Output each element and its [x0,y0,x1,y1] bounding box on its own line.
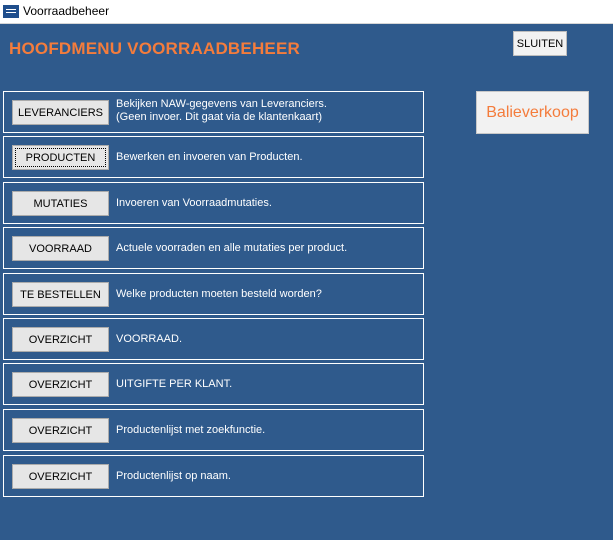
menu-row-overzicht-zoekfunctie [3,409,424,451]
leveranciers-button[interactable]: LEVERANCIERS [12,100,109,125]
menu-row-overzicht-voorraad [3,318,424,360]
overzicht-naam-button[interactable]: OVERZICHT [12,464,109,489]
menu-row-leveranciers [3,91,424,133]
balieverkoop-button[interactable]: Balieverkoop [476,91,589,134]
form-icon [3,5,19,18]
close-button[interactable]: SLUITEN [513,31,567,56]
menu-row-mutaties [3,182,424,224]
te-bestellen-button[interactable]: TE BESTELLEN [12,282,109,307]
producten-button[interactable]: PRODUCTEN [12,145,109,170]
menu-description: Bekijken NAW-gegevens van Leveranciers. (Geen invoer. Dit gaat via de klantenkaart) [116,98,327,123]
menu-description: VOORRAAD. [116,332,183,345]
menu-row-overzicht-naam [3,455,424,497]
menu-description: Productenlijst op naam. [116,469,231,482]
menu-description: Welke producten moeten besteld worden? [116,287,322,300]
menu-row-overzicht-uitgifte [3,363,424,405]
overzicht-voorraad-button[interactable]: OVERZICHT [12,327,109,352]
window-titlebar [0,0,613,24]
window-title: Voorraadbeheer [23,4,110,18]
menu-row-producten [3,136,424,178]
menu-description: Invoeren van Voorraadmutaties. [116,196,272,209]
menu-description: Productenlijst met zoekfunctie. [116,423,266,436]
page-title: HOOFDMENU VOORRAADBEHEER [9,39,300,58]
menu-row-te-bestellen [3,273,424,315]
menu-row-voorraad [3,227,424,269]
voorraad-button[interactable]: VOORRAAD [12,236,109,261]
menu-description: Actuele voorraden en alle mutaties per product. [116,241,348,254]
menu-description: UITGIFTE PER KLANT. [116,377,233,390]
overzicht-zoekfunctie-button[interactable]: OVERZICHT [12,418,109,443]
overzicht-uitgifte-button[interactable]: OVERZICHT [12,372,109,397]
menu-description: Bewerken en invoeren van Producten. [116,150,303,163]
mutaties-button[interactable]: MUTATIES [12,191,109,216]
